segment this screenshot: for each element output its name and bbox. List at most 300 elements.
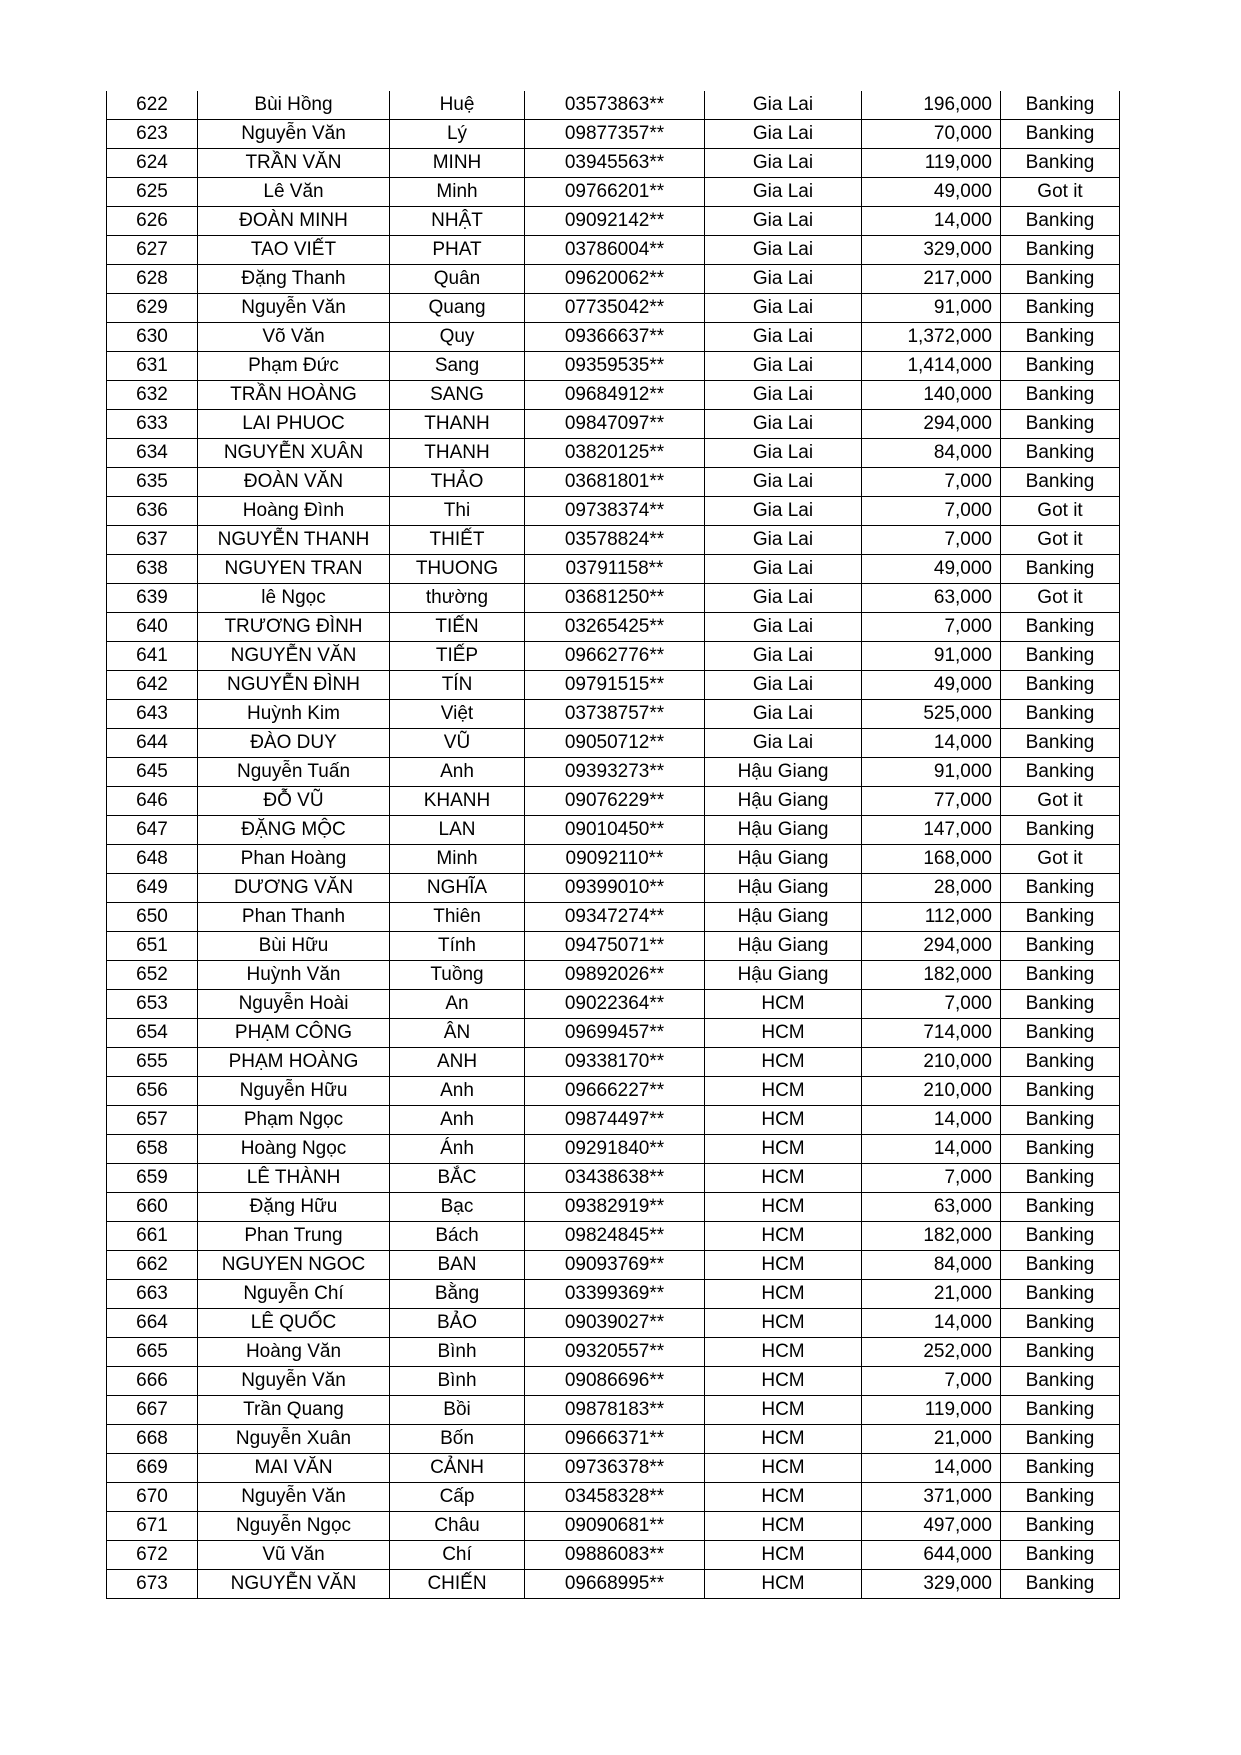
province-cell: Hậu Giang [705, 845, 862, 874]
phone-cell: 03820125** [525, 439, 705, 468]
phone-cell: 09086696** [525, 1367, 705, 1396]
surname-cell: Hoàng Văn [198, 1338, 390, 1367]
phone-cell: 09092142** [525, 207, 705, 236]
row-number-cell: 671 [107, 1512, 198, 1541]
province-cell: Gia Lai [705, 207, 862, 236]
payment-method-cell: Banking [1001, 758, 1120, 787]
row-number-cell: 661 [107, 1222, 198, 1251]
table-row [107, 91, 1120, 120]
given-name-cell: LAN [390, 816, 525, 845]
row-number-cell: 658 [107, 1135, 198, 1164]
amount-cell: 14,000 [862, 1454, 1001, 1483]
table-row [107, 555, 1120, 584]
province-cell: HCM [705, 1396, 862, 1425]
amount-cell: 714,000 [862, 1019, 1001, 1048]
table-row [107, 845, 1120, 874]
payment-method-cell: Banking [1001, 410, 1120, 439]
given-name-cell: CHIẾN [390, 1570, 525, 1599]
phone-cell: 03786004** [525, 236, 705, 265]
given-name-cell: Quang [390, 294, 525, 323]
amount-cell: 49,000 [862, 178, 1001, 207]
amount-cell: 140,000 [862, 381, 1001, 410]
row-number-cell: 654 [107, 1019, 198, 1048]
given-name-cell: ANH [390, 1048, 525, 1077]
surname-cell: Nguyễn Chí [198, 1280, 390, 1309]
surname-cell: NGUYỄN VĂN [198, 1570, 390, 1599]
row-number-cell: 630 [107, 323, 198, 352]
given-name-cell: NHẬT [390, 207, 525, 236]
given-name-cell: THUONG [390, 555, 525, 584]
given-name-cell: Thiên [390, 903, 525, 932]
given-name-cell: KHANH [390, 787, 525, 816]
payment-method-cell: Got it [1001, 526, 1120, 555]
amount-cell: 1,372,000 [862, 323, 1001, 352]
amount-cell: 14,000 [862, 1135, 1001, 1164]
payment-method-cell: Banking [1001, 468, 1120, 497]
payment-method-cell: Banking [1001, 1280, 1120, 1309]
table-row [107, 1541, 1120, 1570]
payment-method-cell: Banking [1001, 729, 1120, 758]
province-cell: Gia Lai [705, 468, 862, 497]
phone-cell: 09666371** [525, 1425, 705, 1454]
amount-cell: 371,000 [862, 1483, 1001, 1512]
amount-cell: 329,000 [862, 1570, 1001, 1599]
province-cell: Gia Lai [705, 178, 862, 207]
amount-cell: 182,000 [862, 1222, 1001, 1251]
province-cell: Gia Lai [705, 294, 862, 323]
row-number-cell: 644 [107, 729, 198, 758]
phone-cell: 09878183** [525, 1396, 705, 1425]
province-cell: Gia Lai [705, 323, 862, 352]
province-cell: Gia Lai [705, 613, 862, 642]
table-row [107, 990, 1120, 1019]
phone-cell: 09736378** [525, 1454, 705, 1483]
surname-cell: PHẠM HOÀNG [198, 1048, 390, 1077]
payment-method-cell: Banking [1001, 236, 1120, 265]
table-body [107, 91, 1120, 1599]
row-number-cell: 628 [107, 265, 198, 294]
amount-cell: 7,000 [862, 468, 1001, 497]
given-name-cell: Quân [390, 265, 525, 294]
surname-cell: TRƯƠNG ĐÌNH [198, 613, 390, 642]
surname-cell: Phạm Ngọc [198, 1106, 390, 1135]
amount-cell: 112,000 [862, 903, 1001, 932]
surname-cell: Phan Hoàng [198, 845, 390, 874]
amount-cell: 14,000 [862, 729, 1001, 758]
phone-cell: 09886083** [525, 1541, 705, 1570]
phone-cell: 09847097** [525, 410, 705, 439]
phone-cell: 07735042** [525, 294, 705, 323]
given-name-cell: Bồi [390, 1396, 525, 1425]
payment-method-cell: Banking [1001, 1367, 1120, 1396]
table-row [107, 1019, 1120, 1048]
payment-method-cell: Banking [1001, 1251, 1120, 1280]
surname-cell: Nguyễn Văn [198, 294, 390, 323]
surname-cell: NGUYEN TRAN [198, 555, 390, 584]
row-number-cell: 627 [107, 236, 198, 265]
payment-method-cell: Banking [1001, 816, 1120, 845]
payment-method-cell: Banking [1001, 207, 1120, 236]
amount-cell: 63,000 [862, 584, 1001, 613]
row-number-cell: 642 [107, 671, 198, 700]
amount-cell: 7,000 [862, 497, 1001, 526]
given-name-cell: Chí [390, 1541, 525, 1570]
surname-cell: ĐOÀN MINH [198, 207, 390, 236]
surname-cell: Nguyễn Văn [198, 120, 390, 149]
surname-cell: NGUYỄN ĐÌNH [198, 671, 390, 700]
payment-method-cell: Got it [1001, 845, 1120, 874]
row-number-cell: 648 [107, 845, 198, 874]
surname-cell: Bùi Hồng [198, 91, 390, 120]
province-cell: HCM [705, 1541, 862, 1570]
surname-cell: Nguyễn Văn [198, 1483, 390, 1512]
province-cell: Hậu Giang [705, 961, 862, 990]
province-cell: Gia Lai [705, 120, 862, 149]
surname-cell: NGUYEN NGOC [198, 1251, 390, 1280]
amount-cell: 14,000 [862, 207, 1001, 236]
province-cell: Gia Lai [705, 526, 862, 555]
amount-cell: 28,000 [862, 874, 1001, 903]
province-cell: Gia Lai [705, 265, 862, 294]
row-number-cell: 643 [107, 700, 198, 729]
row-number-cell: 663 [107, 1280, 198, 1309]
amount-cell: 217,000 [862, 265, 1001, 294]
payment-method-cell: Banking [1001, 700, 1120, 729]
table-row [107, 439, 1120, 468]
surname-cell: Đặng Thanh [198, 265, 390, 294]
payment-method-cell: Banking [1001, 381, 1120, 410]
payment-method-cell: Banking [1001, 1570, 1120, 1599]
amount-cell: 77,000 [862, 787, 1001, 816]
given-name-cell: Thi [390, 497, 525, 526]
payment-method-cell: Got it [1001, 584, 1120, 613]
payment-method-cell: Banking [1001, 642, 1120, 671]
row-number-cell: 672 [107, 1541, 198, 1570]
amount-cell: 14,000 [862, 1309, 1001, 1338]
province-cell: HCM [705, 1367, 862, 1396]
surname-cell: PHẠM CÔNG [198, 1019, 390, 1048]
phone-cell: 09366637** [525, 323, 705, 352]
table-row [107, 729, 1120, 758]
table-row [107, 468, 1120, 497]
phone-cell: 09666227** [525, 1077, 705, 1106]
row-number-cell: 665 [107, 1338, 198, 1367]
row-number-cell: 646 [107, 787, 198, 816]
payment-method-cell: Banking [1001, 1454, 1120, 1483]
phone-cell: 09475071** [525, 932, 705, 961]
row-number-cell: 645 [107, 758, 198, 787]
amount-cell: 84,000 [862, 1251, 1001, 1280]
phone-cell: 09738374** [525, 497, 705, 526]
row-number-cell: 656 [107, 1077, 198, 1106]
province-cell: Gia Lai [705, 700, 862, 729]
row-number-cell: 667 [107, 1396, 198, 1425]
given-name-cell: Sang [390, 352, 525, 381]
surname-cell: Nguyễn Hữu [198, 1077, 390, 1106]
phone-cell: 03681250** [525, 584, 705, 613]
phone-cell: 09399010** [525, 874, 705, 903]
surname-cell: LÊ THÀNH [198, 1164, 390, 1193]
phone-cell: 03265425** [525, 613, 705, 642]
province-cell: HCM [705, 1512, 862, 1541]
province-cell: HCM [705, 990, 862, 1019]
given-name-cell: BAN [390, 1251, 525, 1280]
given-name-cell: TIẾN [390, 613, 525, 642]
given-name-cell: ÂN [390, 1019, 525, 1048]
row-number-cell: 673 [107, 1570, 198, 1599]
payment-method-cell: Banking [1001, 1048, 1120, 1077]
payment-method-cell: Banking [1001, 294, 1120, 323]
payment-method-cell: Banking [1001, 932, 1120, 961]
table-row [107, 1483, 1120, 1512]
table-row [107, 1454, 1120, 1483]
payment-method-cell: Banking [1001, 352, 1120, 381]
row-number-cell: 657 [107, 1106, 198, 1135]
payment-method-cell: Banking [1001, 1135, 1120, 1164]
amount-cell: 294,000 [862, 932, 1001, 961]
phone-cell: 09347274** [525, 903, 705, 932]
table-row [107, 120, 1120, 149]
province-cell: Gia Lai [705, 671, 862, 700]
phone-cell: 09892026** [525, 961, 705, 990]
surname-cell: TRẦN HOÀNG [198, 381, 390, 410]
amount-cell: 14,000 [862, 1106, 1001, 1135]
payment-method-cell: Banking [1001, 149, 1120, 178]
payment-method-cell: Banking [1001, 1164, 1120, 1193]
given-name-cell: Minh [390, 845, 525, 874]
table-row [107, 207, 1120, 236]
phone-cell: 09393273** [525, 758, 705, 787]
row-number-cell: 626 [107, 207, 198, 236]
given-name-cell: BẮC [390, 1164, 525, 1193]
row-number-cell: 655 [107, 1048, 198, 1077]
province-cell: HCM [705, 1048, 862, 1077]
province-cell: HCM [705, 1222, 862, 1251]
given-name-cell: Lý [390, 120, 525, 149]
surname-cell: Hoàng Ngọc [198, 1135, 390, 1164]
row-number-cell: 668 [107, 1425, 198, 1454]
row-number-cell: 629 [107, 294, 198, 323]
phone-cell: 03458328** [525, 1483, 705, 1512]
surname-cell: Nguyễn Hoài [198, 990, 390, 1019]
given-name-cell: Bình [390, 1367, 525, 1396]
amount-cell: 7,000 [862, 1164, 1001, 1193]
phone-cell: 03578824** [525, 526, 705, 555]
row-number-cell: 636 [107, 497, 198, 526]
amount-cell: 329,000 [862, 236, 1001, 265]
given-name-cell: TIẾP [390, 642, 525, 671]
table-row [107, 1251, 1120, 1280]
row-number-cell: 652 [107, 961, 198, 990]
phone-cell: 03791158** [525, 555, 705, 584]
table-row [107, 584, 1120, 613]
phone-cell: 09766201** [525, 178, 705, 207]
given-name-cell: Tuồng [390, 961, 525, 990]
province-cell: HCM [705, 1309, 862, 1338]
table-row [107, 903, 1120, 932]
surname-cell: Nguyễn Tuấn [198, 758, 390, 787]
phone-cell: 09291840** [525, 1135, 705, 1164]
table-row [107, 1309, 1120, 1338]
given-name-cell: Anh [390, 758, 525, 787]
surname-cell: Phạm Đức [198, 352, 390, 381]
table-row [107, 613, 1120, 642]
prize-winners-table [106, 91, 1120, 1599]
amount-cell: 7,000 [862, 990, 1001, 1019]
surname-cell: Phan Thanh [198, 903, 390, 932]
given-name-cell: Anh [390, 1106, 525, 1135]
amount-cell: 84,000 [862, 439, 1001, 468]
surname-cell: ĐOÀN VĂN [198, 468, 390, 497]
phone-cell: 03399369** [525, 1280, 705, 1309]
row-number-cell: 640 [107, 613, 198, 642]
phone-cell: 09076229** [525, 787, 705, 816]
surname-cell: TRẦN VĂN [198, 149, 390, 178]
given-name-cell: Huệ [390, 91, 525, 120]
given-name-cell: Quy [390, 323, 525, 352]
table-row [107, 671, 1120, 700]
amount-cell: 7,000 [862, 526, 1001, 555]
table-row [107, 1164, 1120, 1193]
payment-method-cell: Banking [1001, 120, 1120, 149]
amount-cell: 525,000 [862, 700, 1001, 729]
phone-cell: 09874497** [525, 1106, 705, 1135]
payment-method-cell: Banking [1001, 91, 1120, 120]
payment-method-cell: Banking [1001, 990, 1120, 1019]
payment-method-cell: Got it [1001, 178, 1120, 207]
table-row [107, 149, 1120, 178]
amount-cell: 196,000 [862, 91, 1001, 120]
table-row [107, 323, 1120, 352]
given-name-cell: THANH [390, 410, 525, 439]
surname-cell: Bùi Hữu [198, 932, 390, 961]
table-row [107, 265, 1120, 294]
table-row [107, 381, 1120, 410]
surname-cell: Đặng Hữu [198, 1193, 390, 1222]
phone-cell: 03438638** [525, 1164, 705, 1193]
surname-cell: ĐÀO DUY [198, 729, 390, 758]
phone-cell: 09338170** [525, 1048, 705, 1077]
table-row [107, 874, 1120, 903]
phone-cell: 03573863** [525, 91, 705, 120]
phone-cell: 09359535** [525, 352, 705, 381]
phone-cell: 09620062** [525, 265, 705, 294]
given-name-cell: THIẾT [390, 526, 525, 555]
row-number-cell: 653 [107, 990, 198, 1019]
given-name-cell: Bách [390, 1222, 525, 1251]
phone-cell: 03945563** [525, 149, 705, 178]
phone-cell: 09092110** [525, 845, 705, 874]
phone-cell: 09668995** [525, 1570, 705, 1599]
given-name-cell: PHAT [390, 236, 525, 265]
province-cell: HCM [705, 1338, 862, 1367]
given-name-cell: CẢNH [390, 1454, 525, 1483]
payment-method-cell: Banking [1001, 1483, 1120, 1512]
payment-method-cell: Banking [1001, 1077, 1120, 1106]
row-number-cell: 649 [107, 874, 198, 903]
province-cell: Hậu Giang [705, 816, 862, 845]
row-number-cell: 659 [107, 1164, 198, 1193]
table-row [107, 497, 1120, 526]
payment-method-cell: Got it [1001, 787, 1120, 816]
table-row [107, 1106, 1120, 1135]
amount-cell: 119,000 [862, 1396, 1001, 1425]
given-name-cell: MINH [390, 149, 525, 178]
surname-cell: LÊ QUỐC [198, 1309, 390, 1338]
phone-cell: 09382919** [525, 1193, 705, 1222]
surname-cell: Nguyễn Ngọc [198, 1512, 390, 1541]
row-number-cell: 641 [107, 642, 198, 671]
amount-cell: 644,000 [862, 1541, 1001, 1570]
amount-cell: 147,000 [862, 816, 1001, 845]
surname-cell: Hoàng Đình [198, 497, 390, 526]
table-row [107, 1280, 1120, 1309]
phone-cell: 09010450** [525, 816, 705, 845]
phone-cell: 09699457** [525, 1019, 705, 1048]
amount-cell: 294,000 [862, 410, 1001, 439]
surname-cell: Vũ Văn [198, 1541, 390, 1570]
table-row [107, 1135, 1120, 1164]
row-number-cell: 664 [107, 1309, 198, 1338]
province-cell: HCM [705, 1483, 862, 1512]
payment-method-cell: Banking [1001, 874, 1120, 903]
amount-cell: 21,000 [862, 1280, 1001, 1309]
surname-cell: Nguyễn Văn [198, 1367, 390, 1396]
table-row [107, 932, 1120, 961]
given-name-cell: Bốn [390, 1425, 525, 1454]
province-cell: HCM [705, 1164, 862, 1193]
amount-cell: 210,000 [862, 1048, 1001, 1077]
table-row [107, 758, 1120, 787]
province-cell: Gia Lai [705, 439, 862, 468]
province-cell: Gia Lai [705, 352, 862, 381]
row-number-cell: 634 [107, 439, 198, 468]
payment-method-cell: Banking [1001, 903, 1120, 932]
given-name-cell: thường [390, 584, 525, 613]
payment-method-cell: Banking [1001, 1425, 1120, 1454]
table-row [107, 1396, 1120, 1425]
province-cell: HCM [705, 1077, 862, 1106]
payment-method-cell: Banking [1001, 439, 1120, 468]
surname-cell: Nguyễn Xuân [198, 1425, 390, 1454]
given-name-cell: Bình [390, 1338, 525, 1367]
province-cell: Gia Lai [705, 584, 862, 613]
amount-cell: 210,000 [862, 1077, 1001, 1106]
row-number-cell: 660 [107, 1193, 198, 1222]
given-name-cell: VŨ [390, 729, 525, 758]
amount-cell: 119,000 [862, 149, 1001, 178]
surname-cell: NGUYỄN VĂN [198, 642, 390, 671]
amount-cell: 168,000 [862, 845, 1001, 874]
given-name-cell: THẢO [390, 468, 525, 497]
amount-cell: 1,414,000 [862, 352, 1001, 381]
table-row [107, 1193, 1120, 1222]
table-row [107, 961, 1120, 990]
given-name-cell: Tính [390, 932, 525, 961]
surname-cell: DƯƠNG VĂN [198, 874, 390, 903]
payment-method-cell: Banking [1001, 323, 1120, 352]
phone-cell: 03738757** [525, 700, 705, 729]
table-row [107, 1222, 1120, 1251]
surname-cell: Trần Quang [198, 1396, 390, 1425]
province-cell: Hậu Giang [705, 903, 862, 932]
payment-method-cell: Banking [1001, 1309, 1120, 1338]
amount-cell: 63,000 [862, 1193, 1001, 1222]
given-name-cell: Việt [390, 700, 525, 729]
table-row [107, 410, 1120, 439]
row-number-cell: 631 [107, 352, 198, 381]
payment-method-cell: Banking [1001, 961, 1120, 990]
